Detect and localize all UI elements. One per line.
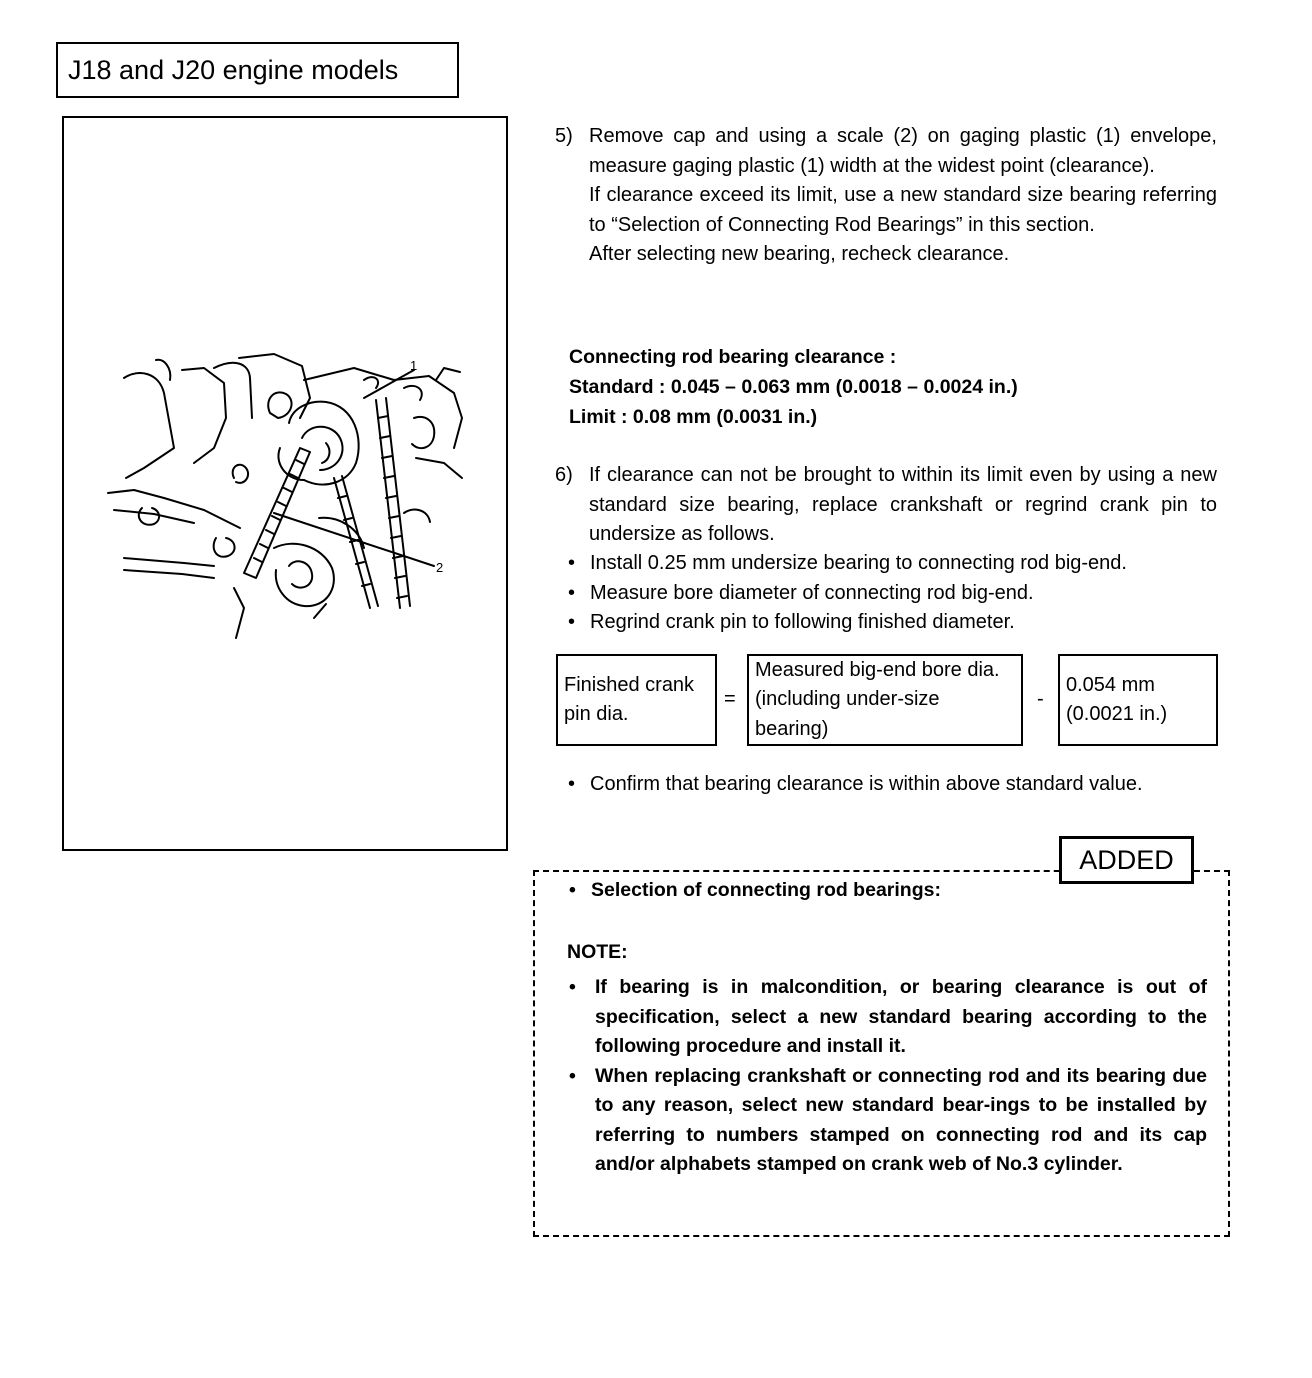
step-6-text: If clearance can not be brought to within its limit even by using a new standard size bearing, replace crankshaft or regrind crank pin to undersize as follows. — [589, 464, 1217, 545]
illustration-frame — [62, 116, 508, 851]
list-item: • Regrind crank pin to following finished diameter. — [566, 608, 1217, 638]
step-5-para-3: After selecting new bearing, recheck clearance. — [589, 243, 1010, 265]
spec-standard: Standard : 0.045 – 0.063 mm (0.0018 – 0.0024 in.) — [569, 376, 1018, 398]
step-5-para-2: If clearance exceed its limit, use a new standard size bearing referring to “Selection of Connecting Rod Bearings” in this section. — [589, 184, 1217, 236]
formula-offset: 0.054 mm (0.0021 in.) — [1058, 654, 1218, 746]
list-item: • Install 0.25 mm undersize bearing to connecting rod big-end. — [566, 549, 1217, 579]
bullet-dot: • — [568, 611, 576, 633]
step-5-number: 5) — [555, 125, 573, 147]
spec-limit: Limit : 0.08 mm (0.0031 in.) — [569, 406, 818, 428]
bullet-dot: • — [568, 552, 576, 574]
bullet-dot: • — [568, 581, 576, 604]
list-item: • When replacing crankshaft or connecting rod and its bearing due to any reason, select new standard bear-ings to be installed by referring to numbers stamped on connecting rod and its cap and/or alphabets stamped on crank web of No.3 cylinder. — [567, 1062, 1207, 1180]
list-item: • Measure bore diameter of connecting rod big-end. — [566, 579, 1217, 609]
formula-minus: - — [1037, 688, 1044, 710]
bullet-dot: • — [568, 773, 576, 795]
bullet-dot: • — [569, 1064, 576, 1087]
gaging-plastic-illustration — [64, 118, 506, 849]
formula-finished-dia: Finished crank pin dia. — [556, 654, 717, 746]
callout-2: 2 — [436, 560, 444, 575]
added-label: ADDED — [1059, 836, 1194, 884]
note-list — [567, 973, 1207, 1180]
confirm-bullet — [566, 770, 1217, 800]
callout-1: 1 — [410, 358, 418, 373]
section-title: J18 and J20 engine models — [56, 42, 459, 98]
bullet-dot: • — [569, 879, 576, 901]
step-5 — [555, 122, 1217, 270]
step-6 — [555, 461, 1217, 550]
formula-equals: = — [724, 688, 736, 710]
step-6-bullets — [566, 549, 1217, 638]
list-item: • If bearing is in malcondition, or bearing clearance is out of specification, select a new standard bearing according to the following procedure and install it. — [567, 973, 1207, 1062]
spec-heading: Connecting rod bearing clearance : — [569, 346, 897, 368]
step-6-number: 6) — [555, 464, 573, 486]
added-section-heading: • Selection of connecting rod bearings: — [567, 876, 1207, 906]
clearance-spec — [569, 342, 1018, 432]
bullet-dot: • — [569, 976, 576, 998]
formula-measured-bore: Measured big-end bore dia. (including under-size bearing) — [747, 654, 1023, 746]
note-label: NOTE: — [567, 941, 628, 963]
step-5-para-1: Remove cap and using a scale (2) on gaging plastic (1) envelope, measure gaging plastic (1) width at the widest point (clearance). — [589, 125, 1217, 177]
list-item: • Confirm that bearing clearance is within above standard value. — [566, 770, 1217, 800]
